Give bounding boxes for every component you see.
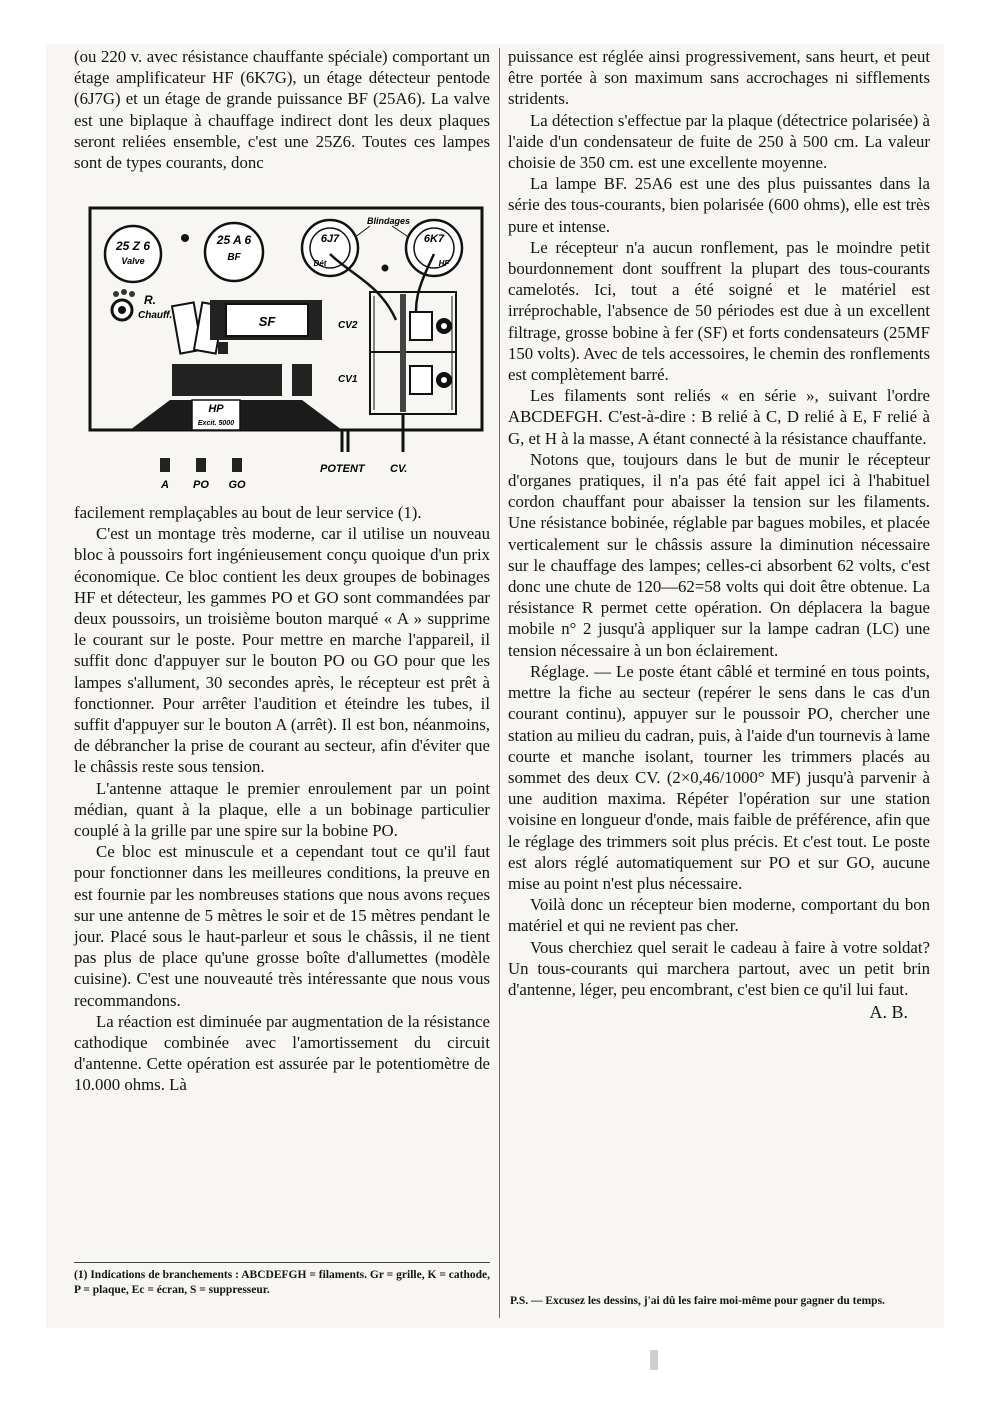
column-rule: [499, 48, 500, 1318]
scan-speck: [650, 1350, 658, 1370]
tube-6j7-sub: Dét: [313, 259, 327, 268]
chassis-diagram: [80, 204, 488, 492]
paragraph: Réglage. — Le poste étant câblé et terminé en tous points, mettre la fiche au secteur (repérer le sens dans le cas d'un courant continu), appuyer sur le poussoir PO, chercher une station au milieu du cadran, puis, à l'aide d'un tournevis à lame courte et manche isolant, tourner les trimmers placés au sommet des deux CV. (2×0,46/1000° MF) jusqu'à parvenir à une audition maxima. Répéter l'opération sur une station voisine en longueur d'onde, mais faible de préférence, afin que le réglage des trimmers soit plus précis. Et c'est tout. Le poste est alors réglé automatiquement sur PO et sur GO, aucune mise au point n'est plus nécessaire.: [508, 661, 930, 893]
mounting-hole: [181, 234, 189, 242]
paragraph: Voilà donc un récepteur bien moderne, comportant du bon matériel et qui ne revient pas cher.: [508, 895, 930, 936]
cv2-label: CV2: [338, 320, 358, 331]
button-po-label: PO: [193, 479, 209, 491]
potent-label: POTENT: [320, 463, 365, 475]
cv1-label: CV1: [338, 374, 358, 385]
paragraph: Vous cherchiez quel serait le cadeau à faire à votre soldat? Un tous-courants qui marchera partout, avec un petit brin d'antenne, léger, peu encombrant, c'est bien ce qu'il lui faut.: [508, 937, 930, 999]
tube-25a6-label: 25 A 6: [216, 233, 252, 247]
paragraph: (ou 220 v. avec résistance chauffante spéciale) comportant un étage amplificateur HF (6K7G), un étage détecteur pentode (6J7G) et un étage de grande puissance BF (25A6). La valve est une biplaque à chauffage indirect dont les deux plaques seront reliées ensemble, c'est une 25Z6. Toutes ces lampes sont de types courants, donc: [74, 47, 490, 173]
paragraph: Ce bloc est minuscule et a cependant tout ce qu'il faut pour fonctionner dans les meilleures conditions, la preuve en est fournie par les nombreuses stations que nous avons reçues sur une antenne de 5 mètres le soir et de 15 mètres pendant le jour. Placé sous le haut-parleur et sous le châssis, il ne tient pas plus de place qu'une grosse boîte d'allumettes (modèle cuisine). C'est une nouveauté très intéressante que nous vous recommandons.: [74, 842, 490, 1010]
signature: A. B.: [869, 1002, 908, 1023]
chassis-drawing: [80, 204, 488, 492]
tube-25z6: [105, 226, 161, 282]
postscript: P.S. — Excusez les dessins, j'ai dû les faire moi-même pour gagner du temps.: [510, 1295, 885, 1307]
tube-25z6-label: 25 Z 6: [115, 239, 151, 253]
resistor-label: R.: [144, 293, 156, 307]
paragraph: puissance est réglée ainsi progressivement, sans heurt, et peut être portée à son maximum sans accrochages ni sifflements stridents.: [508, 47, 930, 109]
tube-25a6-sub: BF: [227, 252, 241, 263]
left-column-bottom: [74, 502, 490, 1096]
resistor-sub: Chauff.: [138, 310, 173, 321]
tube-6j7-label: 6J7: [320, 233, 340, 245]
paragraph: Les filaments sont reliés « en série », suivant l'ordre ABCDEFGH. C'est-à-dire : B relié à C, D relié à E, F relié à G, et H à la masse, A étant connecté à la résistance chauffante.: [508, 386, 930, 448]
speaker-magnet: [172, 364, 282, 396]
shield-label: Blindages: [367, 216, 411, 226]
right-column: [508, 46, 930, 1023]
button-go-label: GO: [228, 479, 246, 491]
tube-25z6-sub: Valve: [121, 256, 145, 266]
paragraph: La détection s'effectue par la plaque (détectrice polarisée) à l'aide d'un condensateur de fuite de 250 à 500 cm. La valeur choisie de 350 cm. est une excellente moyenne.: [508, 110, 930, 173]
footnote: (1) Indications de branchements : ABCDEFGH = filaments. Gr = grille, K = cathode, P = plaque, Ec = écran, S = suppresseur.: [74, 1269, 490, 1296]
paragraph: C'est un montage très moderne, car il utilise un nouveau bloc à poussoirs fort ingénieusement conçu quoique d'un prix économique. Ce bloc contient les deux groupes de bobinages HF et détecteur, les gammes PO et GO sont commandées par deux poussoirs, un troisième bouton marqué « A » supprime le courant sur le poste. Pour mettre en marche l'appareil, il suffit donc d'appuyer sur le bouton PO ou GO pour que les lampes s'allument, 30 secondes après, le récepteur est prêt à fonctionner. Pour arrêter l'audition et éteindre les tubes, il suffit d'appuyer sur le bouton A (arrêt). Il est bon, néanmoins, de débrancher la prise de courant au secteur, afin d'éviter que le châssis reste sous tension.: [74, 524, 490, 777]
button-po: [196, 458, 206, 472]
paragraph: La lampe BF. 25A6 est une des plus puissantes dans la série des tous-courants, bien polarisée (600 ohms), elle est très pure et intense.: [508, 174, 930, 236]
footnote-rule: [74, 1262, 490, 1263]
paragraph: facilement remplaçables au bout de leur service (1).: [74, 503, 422, 522]
left-column-top: [74, 46, 490, 173]
speaker-label: HP: [208, 403, 224, 415]
tube-6k7-label: 6K7: [423, 233, 445, 245]
tube-6k7-sub: HF: [438, 259, 450, 268]
paragraph: Notons que, toujours dans le but de munir le récepteur d'organes pratiques, il n'a pas été fait appel ici à l'habituel cordon chauffant pour abaisser la tension sur les filaments. Une résistance bobinée, réglable par bagues mobiles, et placée verticalement sur le châssis assure la diminution nécessaire sur le chauffage des lampes; celles-ci absorbent 62 volts, c'est donc une chute de 120—62=58 volts qui doit être obtenue. La résistance R permet cette opération. On déplacera la bague mobile n° 2 jusqu'à appliquer sur la lampe cadran (LC) une tension nécessaire à un bon éclairement.: [508, 449, 930, 660]
speaker-sub: Excit. 5000: [197, 420, 235, 427]
cv-label: CV.: [390, 463, 408, 475]
button-a: [160, 458, 170, 472]
paragraph: Le récepteur n'a aucun ronflement, pas le moindre petit bourdonnement dont souffrent la plupart des tous-courants camelotés. Ici, tout a été soigné et le matériel est irréprochable, l'absence de 50 périodes est due à un excellent filtrage, grosse bobine à fer (SF) et forts condensateurs (25MF 150 volts). Avec de tels accessoires, le chemin des ronflements est complètement barré.: [508, 237, 930, 385]
transformer-label: SF: [258, 314, 276, 329]
button-a-label: A: [161, 479, 169, 491]
paragraph: La réaction est diminuée par augmentation de la résistance cathodique combinée avec l'amortissement du circuit d'antenne. Cette opération est assurée par le potentiomètre de 10.000 ohms. Là: [74, 1011, 490, 1095]
button-go: [232, 458, 242, 472]
paragraph: L'antenne attaque le premier enroulement par un point médian, quant à la plaque, elle a un bobinage particulier couplé à la grille par une spire sur la bobine PO.: [74, 778, 490, 841]
